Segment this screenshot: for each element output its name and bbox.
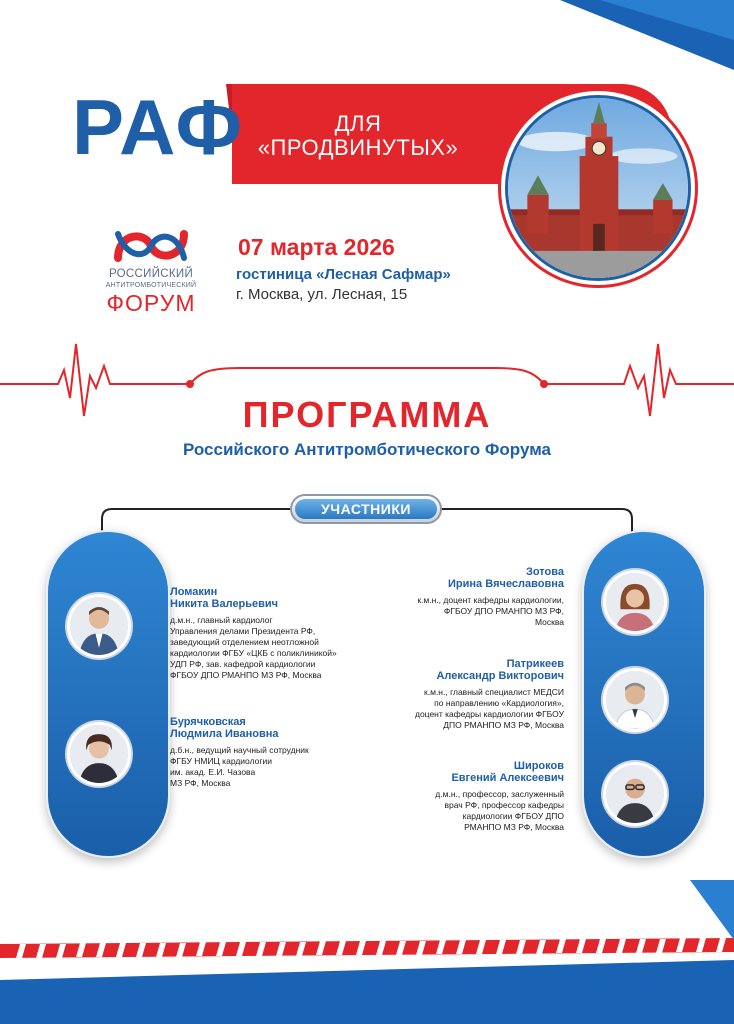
forum-logo-icon <box>108 226 194 266</box>
speaker-surname: Патрикеев <box>506 658 564 670</box>
speaker-surname: Бурячковская <box>170 716 246 728</box>
speaker-surname: Ломакин <box>170 586 218 598</box>
event-date: 07 марта 2026 <box>238 234 395 260</box>
speaker-photo-shirokov <box>603 762 667 826</box>
speaker-credentials <box>352 595 564 628</box>
speaker-photo-zotova <box>603 570 667 634</box>
credential-line: врач РФ, профессор кафедры <box>444 800 564 810</box>
speaker-given-name: Евгений Алексеевич <box>451 772 564 784</box>
credential-line: УДП РФ, зав. кафедрой кардиологии <box>170 659 316 669</box>
forum-logo <box>102 226 200 322</box>
speaker-patrikeev <box>352 658 564 731</box>
credential-line: к.м.н., доцент кафедры кардиологии, <box>417 595 564 605</box>
credential-line: ДПО РМАНПО МЗ РФ, Москва <box>443 720 564 730</box>
speaker-photo-lomakin <box>67 594 131 658</box>
speaker-shirokov <box>352 760 564 833</box>
credential-line: к.м.н., главный специалист МЕДСИ <box>424 687 564 697</box>
credential-line: доцент кафедры кардиологии ФГБОУ <box>415 709 564 719</box>
credential-line: МЗ РФ, Москва <box>170 778 231 788</box>
logo-text-line2: АНТИТРОМБОТИЧЕСКИЙ <box>105 282 197 289</box>
event-venue: гостиница «Лесная Сафмар» <box>236 266 451 283</box>
credential-line: Управления делами Президента РФ, <box>170 626 316 636</box>
raf-title: РАФ <box>72 83 245 171</box>
credential-line: ФГБОУ ДПО РМАНПО МЗ РФ, <box>443 606 564 616</box>
event-address: г. Москва, ул. Лесная, 15 <box>236 286 408 303</box>
speaker-surname: Зотова <box>525 566 564 578</box>
speaker-credentials <box>352 687 564 731</box>
credential-line: ФГБОУ ДПО РМАНПО МЗ РФ, Москва <box>170 670 322 680</box>
kremlin-image <box>505 95 691 281</box>
credential-line: по направлению «Кардиология», <box>434 698 564 708</box>
credential-line: кардиологии ФГБУ «ЦКБ с поликлиникой» <box>170 648 337 658</box>
credential-line: им. акад. Е.И. Чазова <box>170 767 256 777</box>
credential-line: д.м.н., профессор, заслуженный <box>435 789 564 799</box>
participants-badge <box>290 494 442 524</box>
logo-text-line1: РОССИЙСКИЙ <box>108 268 194 280</box>
speaker-zotova <box>352 566 564 628</box>
program-subheading: Российского Антитромботического Форума <box>182 440 552 459</box>
speaker-photo-buryachkovskaya <box>67 722 131 786</box>
tagline-line2: «ПРОДВИНУТЫХ» <box>257 135 459 161</box>
speaker-given-name: Александр Викторович <box>436 670 564 682</box>
credential-line: кардиологии ФГБОУ ДПО <box>462 811 564 821</box>
program-heading: ПРОГРАММА <box>242 394 492 435</box>
left-speaker-capsule <box>46 530 170 858</box>
credential-line: д.б.н., ведущий научный сотрудник <box>170 745 309 755</box>
credential-line: д.м.н., главный кардиолог <box>170 615 273 625</box>
logo-text-line3: ФОРУМ <box>106 290 196 316</box>
speaker-given-name: Ирина Вячеславовна <box>447 578 564 590</box>
credential-line: Москва <box>534 617 564 627</box>
bottom-corner-decoration <box>0 880 734 1024</box>
speaker-given-name: Никита Валерьевич <box>170 598 279 610</box>
tagline-line1: ДЛЯ <box>334 111 382 136</box>
speaker-credentials <box>352 789 564 833</box>
credential-line: РМАНПО МЗ РФ, Москва <box>464 822 564 832</box>
credential-line: заведующий отделением неотложной <box>170 637 319 647</box>
speaker-given-name: Людмила Ивановна <box>170 728 279 740</box>
tagline <box>252 112 464 160</box>
participants-label: УЧАСТНИКИ <box>295 499 437 519</box>
speaker-surname: Широков <box>513 760 564 772</box>
speaker-photo-patrikeev <box>603 668 667 732</box>
credential-line: ФГБУ НМИЦ кардиологии <box>170 756 272 766</box>
